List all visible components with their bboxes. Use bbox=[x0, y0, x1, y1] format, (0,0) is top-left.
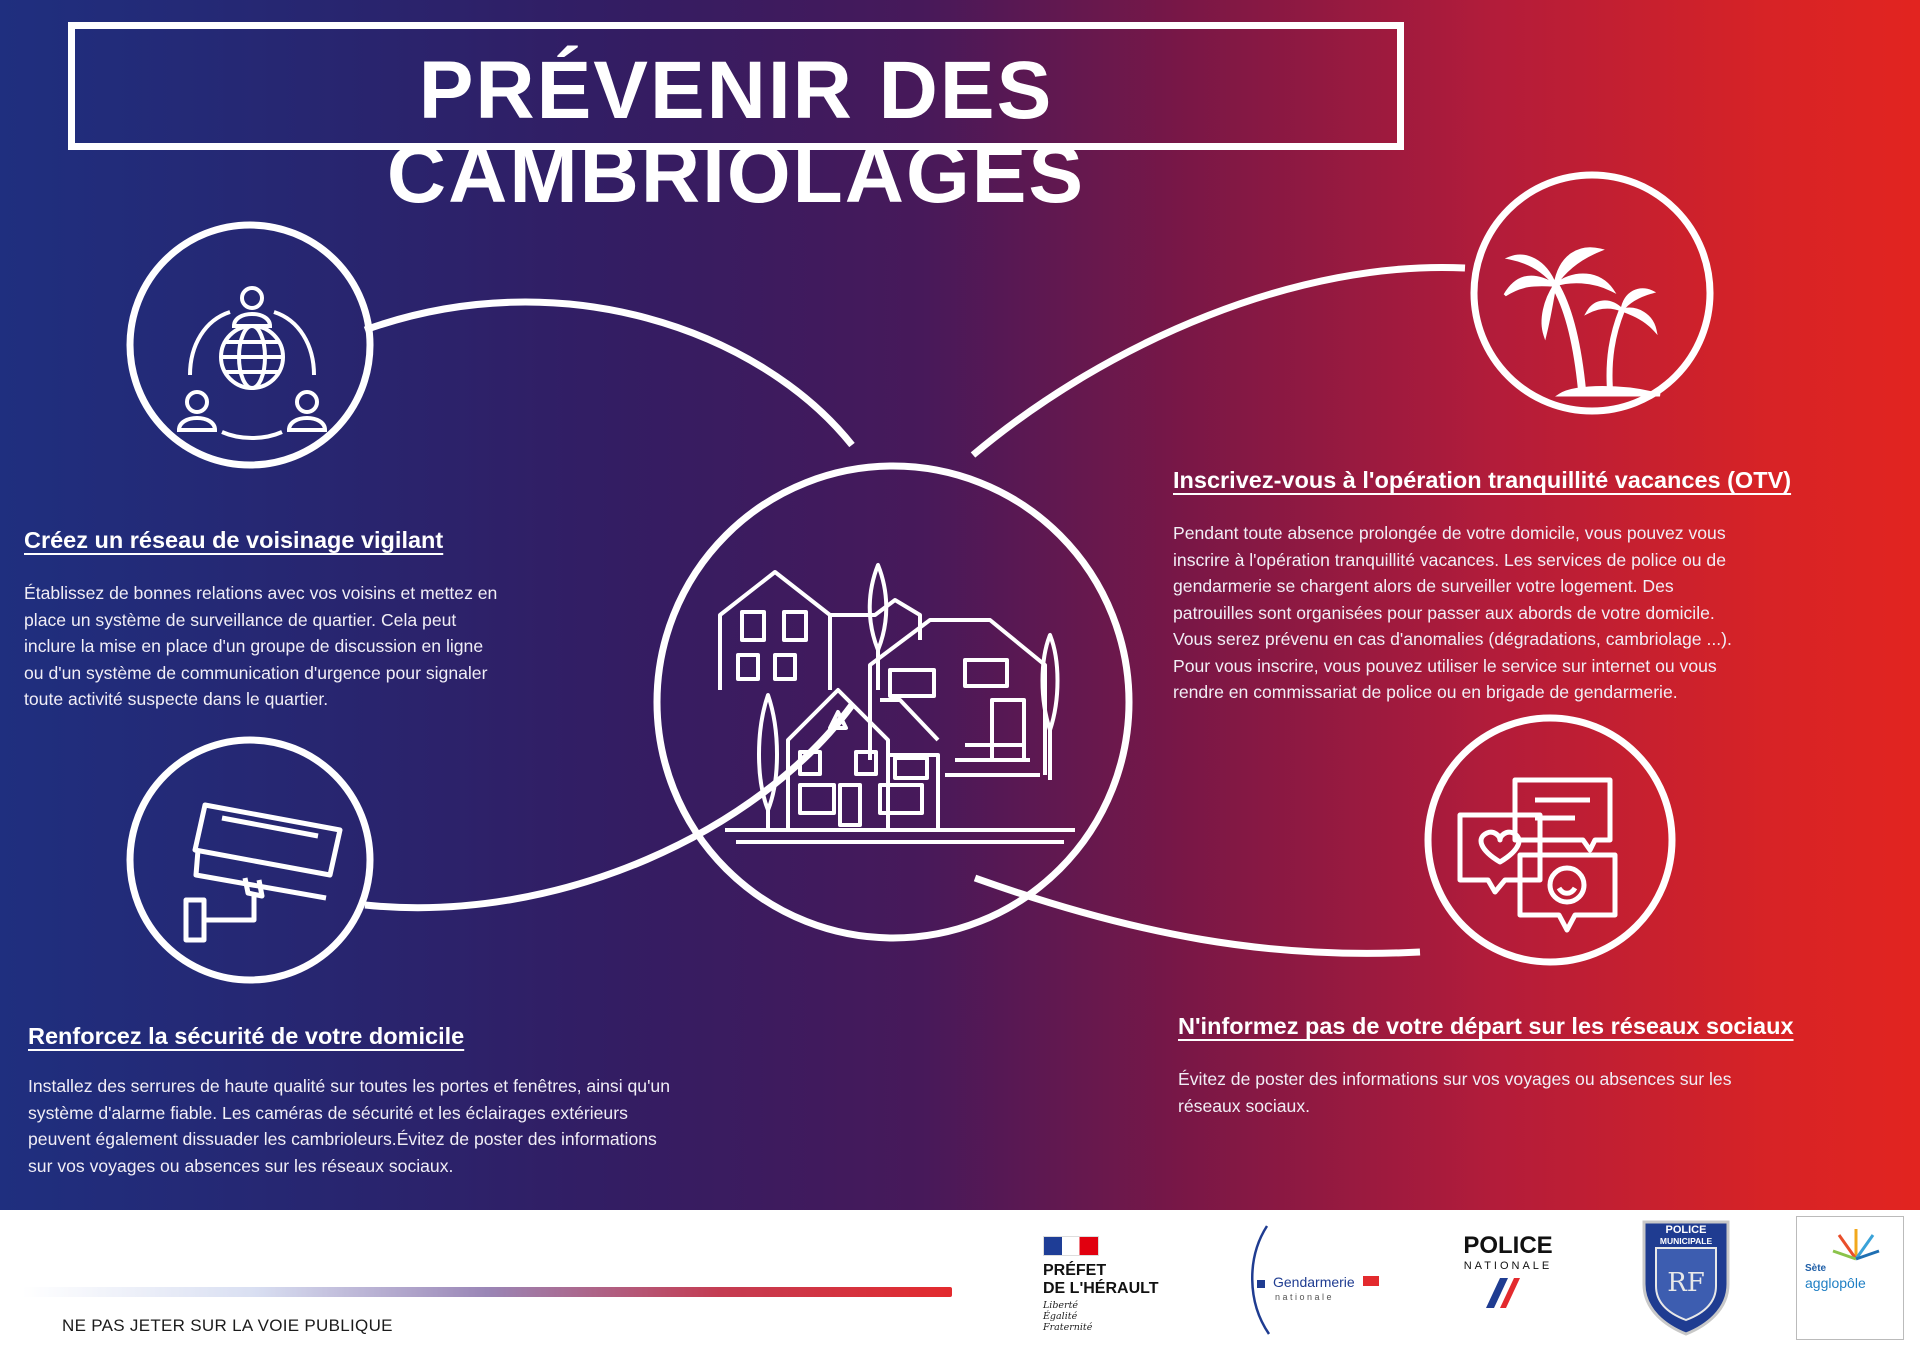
body-line: ou d'un système de communication d'urgence pour signaler bbox=[24, 662, 488, 683]
body-line: sur vos voyages ou absences sur les réseaux sociaux. bbox=[28, 1155, 454, 1176]
section-title-voisinage: Créez un réseau de voisinage vigilant bbox=[24, 527, 444, 553]
agglopole-line1: Sète bbox=[1805, 1263, 1827, 1274]
police-municipale-line2: MUNICIPALE bbox=[1659, 1236, 1713, 1246]
body-line: patrouilles sont organisées pour passer aux abords de votre domicile. bbox=[1173, 602, 1715, 623]
body-line: toute activité suspecte dans le quartier. bbox=[24, 689, 329, 709]
tricolor-stripes-icon bbox=[1486, 1276, 1534, 1310]
gendarmerie-red-mark-icon bbox=[1363, 1276, 1379, 1286]
section-title-securite: Renforcez la sécurité de votre domicile bbox=[28, 1023, 465, 1049]
body-line: inscrire à l'opération tranquillité vacances. Les services de police ou de bbox=[1173, 549, 1726, 570]
section-body-securite bbox=[28, 1073, 818, 1179]
chat-bubbles-icon bbox=[1460, 780, 1615, 930]
prefet-logo bbox=[1043, 1236, 1183, 1346]
motto-liberte: Liberté bbox=[1043, 1300, 1079, 1311]
body-line: place un système de surveillance de quartier. Cela peut bbox=[24, 609, 457, 630]
houses-icon bbox=[720, 565, 1075, 842]
community-network-icon bbox=[179, 288, 325, 438]
section-body-otv bbox=[1173, 520, 1863, 706]
police-municipale-logo bbox=[1640, 1218, 1732, 1338]
police-nationale-logo bbox=[1448, 1232, 1578, 1312]
title-frame bbox=[68, 22, 1404, 220]
body-line: Pour vous inscrire, vous pouvez utiliser le service sur internet ou vous bbox=[1173, 655, 1717, 676]
gendarmerie-sub: nationale bbox=[1275, 1292, 1335, 1302]
section-body-reseaux bbox=[1178, 1066, 1874, 1119]
body-line: Vous serez prévenu en cas d'anomalies (dégradations, cambriolage ...). bbox=[1173, 629, 1732, 649]
police-municipale-monogram: RF bbox=[1667, 1268, 1705, 1298]
body-line: rendre en commissariat de police ou en brigade de gendarmerie. bbox=[1173, 682, 1678, 702]
body-line: Installez des serrures de haute qualité sur toutes les portes et fenêtres, ainsi qu'un bbox=[28, 1076, 670, 1096]
prefet-line1: PRÉFET bbox=[1043, 1262, 1107, 1279]
agglopole-logo bbox=[1796, 1216, 1904, 1340]
network-circle bbox=[130, 225, 370, 465]
gendarmerie-name: Gendarmerie bbox=[1273, 1274, 1355, 1290]
disposal-notice: NE PAS JETER SUR LA VOIE PUBLIQUE bbox=[62, 1316, 393, 1335]
section-body-voisinage bbox=[24, 580, 600, 713]
body-line: Évitez de poster des informations sur vos voyages ou absences sur les bbox=[1178, 1069, 1732, 1089]
body-line: Établissez de bonnes relations avec vos voisins et mettez en bbox=[24, 583, 498, 603]
section-title-otv: Inscrivez-vous à l'opération tranquillité vacances (OTV) bbox=[1173, 467, 1792, 493]
security-camera-icon bbox=[186, 805, 340, 940]
agglopole-sun-icon bbox=[1831, 1225, 1881, 1263]
palm-tree-icon bbox=[1505, 249, 1660, 395]
body-line: gendarmerie se chargent alors de surveiller votre logement. Des bbox=[1173, 576, 1674, 596]
gendarmerie-logo bbox=[1245, 1222, 1390, 1340]
body-line: inclure la mise en place d'un groupe de discussion en ligne bbox=[24, 636, 484, 656]
body-line: Pendant toute absence prolongée de votre domicile, vous pouvez vous bbox=[1173, 523, 1726, 543]
police-nationale-line2: NATIONALE bbox=[1463, 1260, 1553, 1272]
body-line: réseaux sociaux. bbox=[1178, 1095, 1311, 1116]
prefet-line2: DE L'HÉRAULT bbox=[1043, 1280, 1159, 1297]
motto-fraternite: Fraternité bbox=[1043, 1322, 1093, 1333]
section-title-reseaux: N'informez pas de votre départ sur les réseaux sociaux bbox=[1178, 1013, 1794, 1039]
marianne-flag-icon bbox=[1043, 1236, 1099, 1256]
body-line: système d'alarme fiable. Les caméras de sécurité et les éclairages extérieurs bbox=[28, 1102, 628, 1123]
agglopole-line2: agglopôle bbox=[1805, 1275, 1866, 1291]
police-municipale-line1: POLICE bbox=[1665, 1224, 1707, 1236]
page-title: PRÉVENIR DES CAMBRIOLAGES bbox=[386, 45, 1086, 220]
body-line: peuvent également dissuader les cambrioleurs.Évitez de poster des informations bbox=[28, 1129, 657, 1149]
gendarmerie-mark-icon bbox=[1257, 1280, 1265, 1288]
police-nationale-line1: POLICE bbox=[1463, 1232, 1553, 1259]
motto-egalite: Égalité bbox=[1043, 1311, 1078, 1322]
tricolor-band bbox=[22, 1287, 952, 1297]
